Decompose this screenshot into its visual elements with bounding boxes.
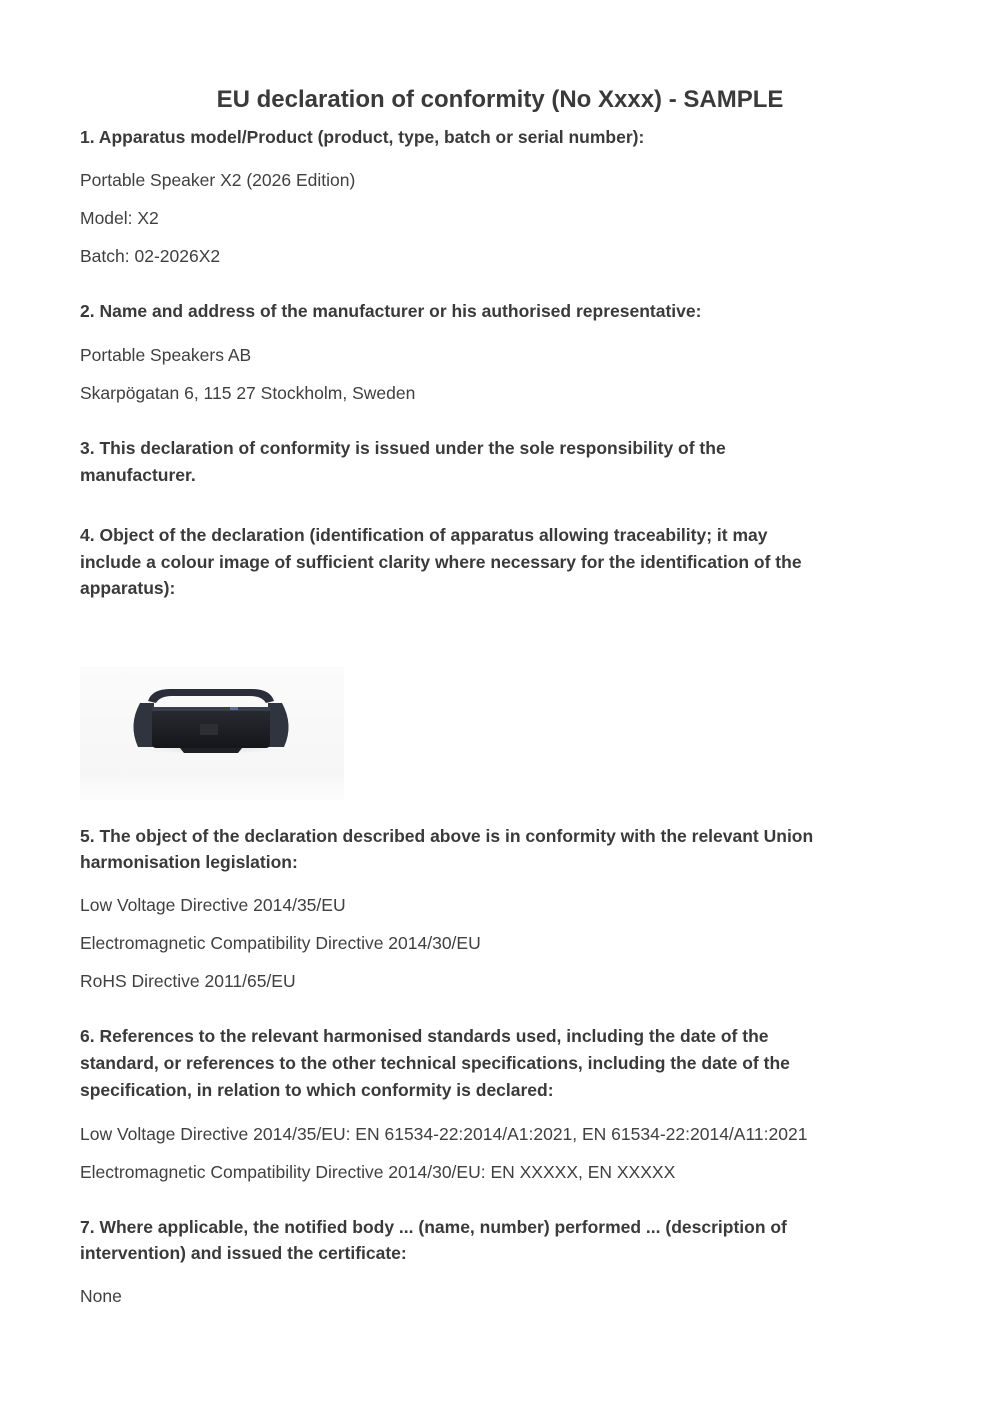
legislation-emc: Electromagnetic Compatibility Directive 2014/30/EU [80,933,481,953]
section-3-heading-line-2: manufacturer. [80,465,196,485]
product-model: Model: X2 [80,208,159,228]
section-5-heading-line-2: harmonisation legislation: [80,852,298,872]
section-6-heading-line-1: 6. References to the relevant harmonised standards used, including the date of the [80,1026,769,1046]
notified-body-value: None [80,1286,122,1306]
section-5-heading-line-1: 5. The object of the declaration described above is in conformity with the relevant Union [80,826,814,846]
section-6-heading-line-2: standard, or references to the other technical specifications, including the date of the [80,1053,790,1073]
legislation-low-voltage: Low Voltage Directive 2014/35/EU [80,895,346,915]
standards-emc: Electromagnetic Compatibility Directive 2014/30/EU: EN XXXXX, EN XXXXX [80,1162,676,1182]
section-3-heading-line-1: 3. This declaration of conformity is issued under the sole responsibility of the [80,438,726,458]
product-batch: Batch: 02-2026X2 [80,246,221,266]
standards-low-voltage: Low Voltage Directive 2014/35/EU: EN 61534-22:2014/A1:2021, EN 61534-22:2014/A11:2021 [80,1124,808,1144]
section-4-heading-line-1: 4. Object of the declaration (identification of apparatus allowing traceability; it may [80,525,768,545]
document-title: EU declaration of conformity (No Xxxx) - SAMPLE [216,86,784,113]
legislation-rohs: RoHS Directive 2011/65/EU [80,971,296,991]
manufacturer-name: Portable Speakers AB [80,345,252,365]
portable-speaker-photo [80,667,344,800]
section-1-heading: 1. Apparatus model/Product (product, type, batch or serial number): [80,127,645,147]
section-6-heading-line-3: specification, in relation to which conformity is declared: [80,1080,554,1100]
section-7-heading-line-2: intervention) and issued the certificate: [80,1243,407,1263]
speaker-icon [80,667,344,800]
product-name: Portable Speaker X2 (2026 Edition) [80,170,356,190]
section-4-heading-line-2: include a colour image of sufficient clarity where necessary for the identification of the [80,552,802,572]
section-7-heading-line-1: 7. Where applicable, the notified body ... (name, number) performed ... (description of [80,1217,787,1237]
section-2-heading: 2. Name and address of the manufacturer or his authorised representative: [80,301,702,321]
manufacturer-address: Skarpögatan 6, 115 27 Stockholm, Sweden [80,383,416,403]
section-4-heading-line-3: apparatus): [80,578,176,598]
